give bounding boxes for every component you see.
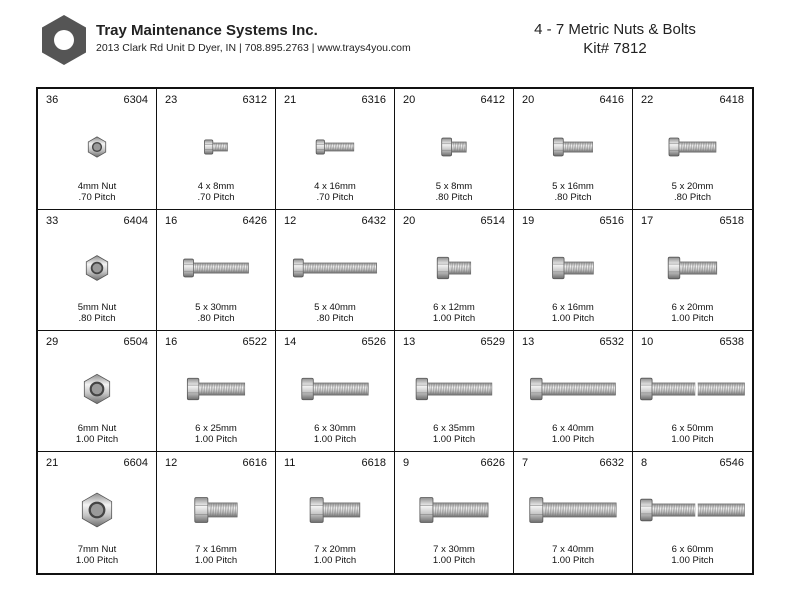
- part-description: [395, 302, 513, 324]
- quantity-label: 14: [284, 336, 297, 348]
- part-cell: [633, 331, 752, 452]
- kit-number: Kit# 7812: [583, 40, 647, 57]
- quantity-label: 29: [46, 336, 59, 348]
- bolt-image: [157, 478, 275, 542]
- part-size: 7 x 20mm: [314, 544, 356, 555]
- part-description: [276, 302, 394, 324]
- quantity-label: 19: [522, 215, 535, 227]
- bolt-image: [633, 357, 752, 421]
- part-description: [633, 181, 752, 203]
- part-pitch: 1.00 Pitch: [313, 555, 357, 566]
- part-size: 6 x 30mm: [314, 423, 356, 434]
- part-number: 6532: [599, 336, 624, 348]
- part-cell: [157, 89, 276, 210]
- bolt-image: [395, 357, 513, 421]
- quantity-label: 7: [522, 457, 529, 469]
- part-number: 6412: [480, 94, 505, 106]
- part-pitch: .80 Pitch: [316, 313, 354, 324]
- bolt-image: [276, 236, 394, 300]
- bolt-image: [633, 236, 752, 300]
- part-number: 6418: [719, 94, 744, 106]
- bolt-image: [395, 236, 513, 300]
- part-pitch: 1.00 Pitch: [551, 313, 595, 324]
- part-description: [276, 423, 394, 445]
- part-pitch: .70 Pitch: [197, 192, 235, 203]
- part-pitch: .80 Pitch: [197, 313, 235, 324]
- quantity-label: 23: [165, 94, 178, 106]
- part-description: [395, 181, 513, 203]
- part-cell: [514, 210, 633, 331]
- part-description: [276, 181, 394, 203]
- part-description: [395, 544, 513, 566]
- part-number: 6514: [480, 215, 505, 227]
- quantity-label: 13: [522, 336, 535, 348]
- bolt-image: [514, 478, 632, 542]
- part-size: 5 x 40mm: [314, 302, 356, 313]
- part-number: 6304: [123, 94, 148, 106]
- quantity-label: 13: [403, 336, 416, 348]
- quantity-label: 21: [46, 457, 59, 469]
- part-cell: [38, 452, 157, 573]
- part-pitch: 1.00 Pitch: [671, 555, 714, 566]
- bolt-image: [276, 357, 394, 421]
- bolt-image: [157, 115, 275, 179]
- part-cell: [514, 331, 633, 452]
- part-cell: [38, 331, 157, 452]
- part-pitch: 1.00 Pitch: [194, 434, 238, 445]
- quantity-label: 36: [46, 94, 59, 106]
- part-number: 6432: [361, 215, 386, 227]
- part-size: 6 x 25mm: [195, 423, 237, 434]
- company-address: 2013 Clark Rd Unit D Dyer, IN | 708.895.2763 | www.trays4you.com: [96, 42, 411, 54]
- part-cell: [276, 331, 395, 452]
- part-size: 7mm Nut: [77, 544, 117, 555]
- bolt-image: [514, 236, 632, 300]
- part-number: 6504: [123, 336, 148, 348]
- part-pitch: .80 Pitch: [554, 192, 592, 203]
- bolt-image: [633, 478, 752, 542]
- part-cell: [514, 452, 633, 573]
- bolt-image: [514, 357, 632, 421]
- part-description: [38, 181, 156, 203]
- part-pitch: .80 Pitch: [78, 313, 116, 324]
- part-cell: [633, 210, 752, 331]
- bolt-image: [395, 115, 513, 179]
- part-description: [514, 544, 632, 566]
- part-size: 6 x 40mm: [552, 423, 594, 434]
- part-cell: [276, 452, 395, 573]
- company-name: Tray Maintenance Systems Inc.: [96, 22, 318, 39]
- part-description: [157, 544, 275, 566]
- part-number: 6516: [599, 215, 624, 227]
- part-pitch: .80 Pitch: [435, 192, 473, 203]
- part-description: [514, 302, 632, 324]
- part-cell: [395, 452, 514, 573]
- hex-nut-logo-icon: [40, 14, 88, 66]
- part-description: [276, 544, 394, 566]
- part-number: 6632: [599, 457, 624, 469]
- part-number: 6312: [242, 94, 267, 106]
- part-cell: [395, 89, 514, 210]
- part-size: 5 x 30mm: [195, 302, 237, 313]
- quantity-label: 8: [641, 457, 648, 469]
- part-number: 6538: [719, 336, 744, 348]
- part-size: 5 x 8mm: [435, 181, 473, 192]
- bolt-image: [395, 478, 513, 542]
- part-number: 6604: [123, 457, 148, 469]
- part-pitch: 1.00 Pitch: [194, 555, 238, 566]
- part-description: [633, 423, 752, 445]
- part-description: [38, 423, 156, 445]
- part-description: [157, 423, 275, 445]
- part-pitch: 1.00 Pitch: [671, 434, 714, 445]
- part-number: 6616: [242, 457, 267, 469]
- part-size: 6 x 12mm: [433, 302, 475, 313]
- part-cell: [395, 331, 514, 452]
- part-cell: [157, 331, 276, 452]
- part-size: 5 x 16mm: [552, 181, 594, 192]
- quantity-label: 12: [165, 457, 178, 469]
- part-cell: [157, 452, 276, 573]
- part-pitch: 1.00 Pitch: [75, 434, 119, 445]
- part-size: 7 x 16mm: [195, 544, 237, 555]
- part-description: [633, 544, 752, 566]
- part-number: 6618: [361, 457, 386, 469]
- part-pitch: 1.00 Pitch: [551, 555, 595, 566]
- bolt-image: [633, 115, 752, 179]
- part-size: 6 x 60mm: [671, 544, 714, 555]
- quantity-label: 16: [165, 336, 178, 348]
- part-pitch: .70 Pitch: [316, 192, 354, 203]
- part-size: 4mm Nut: [77, 181, 117, 192]
- part-number: 6626: [480, 457, 505, 469]
- bolt-image: [276, 478, 394, 542]
- part-pitch: 1.00 Pitch: [432, 434, 476, 445]
- bolt-image: [276, 115, 394, 179]
- part-cell: [38, 89, 157, 210]
- part-cell: [633, 452, 752, 573]
- quantity-label: 33: [46, 215, 59, 227]
- quantity-label: 17: [641, 215, 654, 227]
- part-pitch: .80 Pitch: [674, 192, 711, 203]
- bolt-image: [514, 115, 632, 179]
- part-size: 6 x 20mm: [671, 302, 714, 313]
- part-description: [38, 302, 156, 324]
- parts-grid: [36, 87, 754, 575]
- part-description: [395, 423, 513, 445]
- quantity-label: 20: [403, 215, 416, 227]
- nut-image: [38, 115, 156, 179]
- part-size: 7 x 30mm: [433, 544, 475, 555]
- part-size: 6 x 35mm: [433, 423, 475, 434]
- part-number: 6416: [599, 94, 624, 106]
- part-size: 7 x 40mm: [552, 544, 594, 555]
- part-number: 6526: [361, 336, 386, 348]
- part-description: [157, 181, 275, 203]
- part-pitch: 1.00 Pitch: [551, 434, 595, 445]
- nut-image: [38, 478, 156, 542]
- quantity-label: 10: [641, 336, 654, 348]
- bolt-image: [157, 236, 275, 300]
- part-number: 6404: [123, 215, 148, 227]
- part-pitch: 1.00 Pitch: [671, 313, 714, 324]
- quantity-label: 16: [165, 215, 178, 227]
- quantity-label: 20: [522, 94, 535, 106]
- part-number: 6316: [361, 94, 386, 106]
- part-cell: [395, 210, 514, 331]
- part-size: 5mm Nut: [77, 302, 117, 313]
- part-size: 6mm Nut: [77, 423, 117, 434]
- part-size: 6 x 16mm: [552, 302, 594, 313]
- part-cell: [276, 210, 395, 331]
- part-pitch: 1.00 Pitch: [75, 555, 119, 566]
- part-number: 6529: [480, 336, 505, 348]
- nut-image: [38, 236, 156, 300]
- part-number: 6426: [242, 215, 267, 227]
- quantity-label: 11: [284, 457, 296, 469]
- part-cell: [157, 210, 276, 331]
- part-pitch: 1.00 Pitch: [432, 313, 476, 324]
- part-size: 5 x 20mm: [671, 181, 714, 192]
- part-number: 6546: [719, 457, 744, 469]
- quantity-label: 9: [403, 457, 410, 469]
- part-number: 6518: [719, 215, 744, 227]
- part-pitch: 1.00 Pitch: [313, 434, 357, 445]
- bolt-image: [157, 357, 275, 421]
- part-cell: [633, 89, 752, 210]
- part-cell: [38, 210, 157, 331]
- part-description: [633, 302, 752, 324]
- part-cell: [276, 89, 395, 210]
- quantity-label: 12: [284, 215, 297, 227]
- part-cell: [514, 89, 633, 210]
- part-pitch: 1.00 Pitch: [432, 555, 476, 566]
- quantity-label: 21: [284, 94, 297, 106]
- part-size: 4 x 16mm: [314, 181, 356, 192]
- part-size: 4 x 8mm: [197, 181, 235, 192]
- nut-image: [38, 357, 156, 421]
- part-description: [514, 181, 632, 203]
- part-number: 6522: [242, 336, 267, 348]
- kit-title: 4 - 7 Metric Nuts & Bolts: [534, 21, 696, 38]
- part-description: [38, 544, 156, 566]
- part-description: [157, 302, 275, 324]
- part-description: [514, 423, 632, 445]
- quantity-label: 22: [641, 94, 654, 106]
- part-pitch: .70 Pitch: [78, 192, 116, 203]
- quantity-label: 20: [403, 94, 416, 106]
- part-size: 6 x 50mm: [671, 423, 714, 434]
